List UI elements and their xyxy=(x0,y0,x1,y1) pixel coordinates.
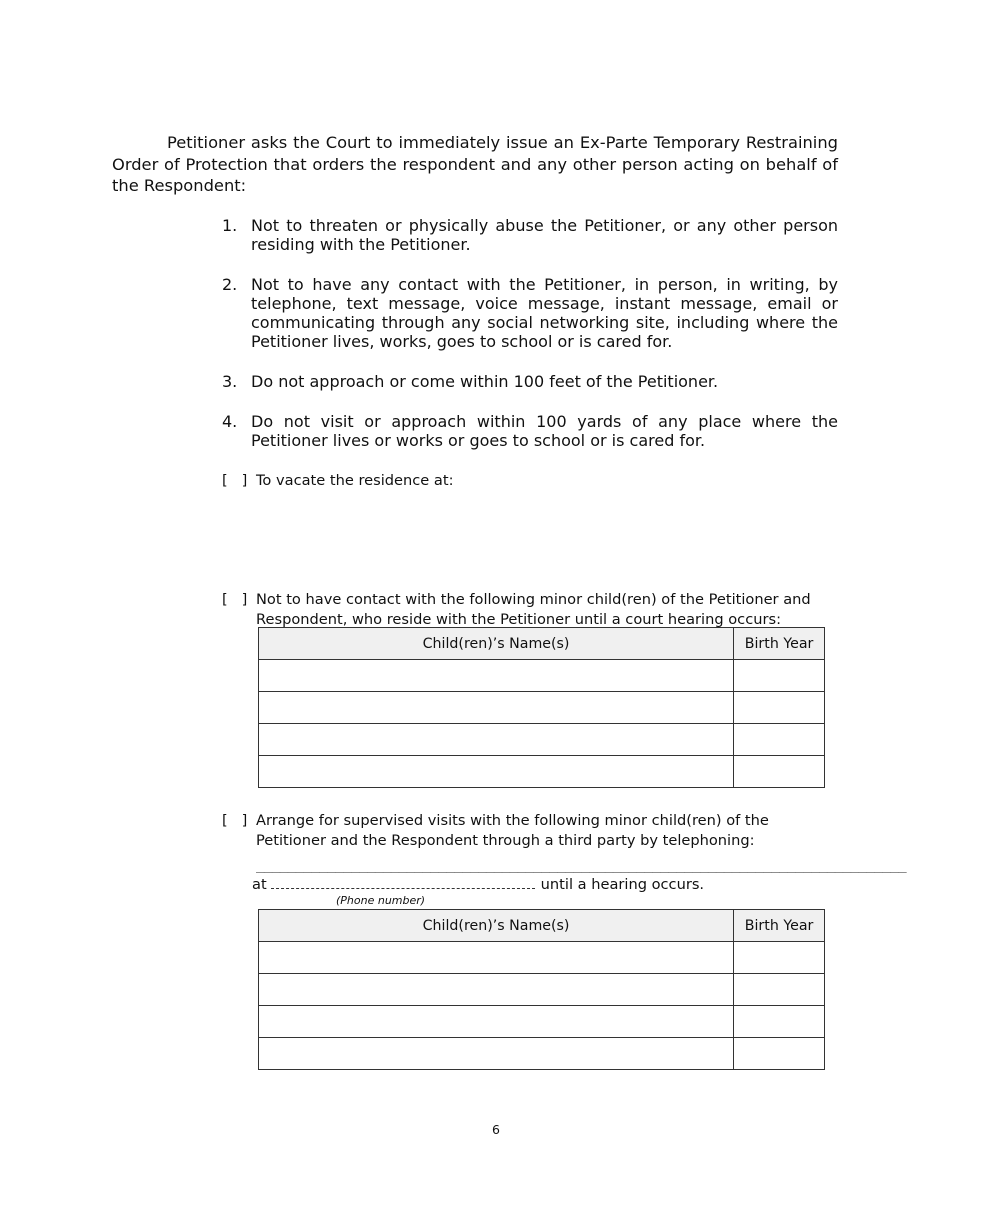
order-number: 1. xyxy=(222,216,238,235)
order-text: Do not visit or approach within 100 yards of any place where the Petitioner lives or works or goes to school or is cared for. xyxy=(251,412,838,450)
birth-year-cell[interactable] xyxy=(734,1006,825,1038)
order-item xyxy=(222,275,838,351)
order-number: 2. xyxy=(222,275,238,294)
birth-year-header: Birth Year xyxy=(734,910,825,942)
table-row xyxy=(259,974,825,1006)
table-row xyxy=(259,942,825,974)
third-party-blank-line[interactable]: __________________________________________________________________________________ xyxy=(256,857,907,873)
table-header-row xyxy=(259,910,825,942)
child-name-header: Child(ren)’s Name(s) xyxy=(259,628,734,660)
supervised-visits-option xyxy=(222,811,832,850)
until-hearing-text: until a hearing occurs. xyxy=(540,876,705,893)
no-contact-children-option xyxy=(222,590,832,629)
birth-year-cell[interactable] xyxy=(734,756,825,788)
supervised-visits-children-table xyxy=(258,909,825,1070)
child-name-cell[interactable] xyxy=(259,724,734,756)
vacate-option xyxy=(222,471,832,491)
birth-year-cell[interactable] xyxy=(734,724,825,756)
at-label: at xyxy=(252,876,267,893)
birth-year-cell[interactable] xyxy=(734,660,825,692)
table-row xyxy=(259,1038,825,1070)
child-name-header: Child(ren)’s Name(s) xyxy=(259,910,734,942)
child-name-cell[interactable] xyxy=(259,1038,734,1070)
vacate-text: To vacate the residence at: xyxy=(256,472,454,489)
table-row xyxy=(259,756,825,788)
order-text: Do not approach or come within 100 feet of the Petitioner. xyxy=(251,372,719,391)
table-row xyxy=(259,724,825,756)
order-text: Not to threaten or physically abuse the Petitioner, or any other person residing with the Petitioner. xyxy=(251,216,838,254)
supervised-visits-text: Arrange for supervised visits with the following minor child(ren) of the Petitioner and the Respondent through a third party by telephoning: xyxy=(256,812,769,849)
table-row xyxy=(259,692,825,724)
phone-number-caption: (Phone number) xyxy=(336,894,426,907)
child-name-cell[interactable] xyxy=(259,692,734,724)
order-item xyxy=(222,412,838,450)
birth-year-header: Birth Year xyxy=(734,628,825,660)
child-name-cell[interactable] xyxy=(259,756,734,788)
order-number: 3. xyxy=(222,372,238,391)
vacate-checkbox[interactable]: [ ] xyxy=(222,472,248,489)
child-name-cell[interactable] xyxy=(259,660,734,692)
order-text: Not to have any contact with the Petitioner, in person, in writing, by telephone, text message, voice message, instant message, email or communicating through any social networking site, including where the Petitioner lives, works, goes to school or is cared for. xyxy=(251,275,838,351)
intro-paragraph: Petitioner asks the Court to immediately issue an Ex-Parte Temporary Restraining Order of Protection that orders the respondent and any other person acting on behalf of the Respondent: xyxy=(112,133,838,195)
child-name-cell[interactable] xyxy=(259,1006,734,1038)
birth-year-cell[interactable] xyxy=(734,942,825,974)
phone-line xyxy=(252,875,704,895)
order-item xyxy=(222,372,838,391)
table-header-row xyxy=(259,628,825,660)
no-contact-checkbox[interactable]: [ ] xyxy=(222,591,248,608)
no-contact-children-table xyxy=(258,627,825,788)
table-row xyxy=(259,660,825,692)
table-row xyxy=(259,1006,825,1038)
birth-year-cell[interactable] xyxy=(734,974,825,1006)
birth-year-cell[interactable] xyxy=(734,692,825,724)
no-contact-text: Not to have contact with the following minor child(ren) of the Petitioner and Respondent, who reside with the Petitioner until a court hearing occurs: xyxy=(256,591,811,628)
order-item xyxy=(222,216,838,254)
page-number: 6 xyxy=(492,1122,500,1137)
order-number: 4. xyxy=(222,412,238,431)
child-name-cell[interactable] xyxy=(259,974,734,1006)
birth-year-cell[interactable] xyxy=(734,1038,825,1070)
phone-number-blank[interactable] xyxy=(271,875,535,889)
supervised-visits-checkbox[interactable]: [ ] xyxy=(222,812,248,829)
child-name-cell[interactable] xyxy=(259,942,734,974)
